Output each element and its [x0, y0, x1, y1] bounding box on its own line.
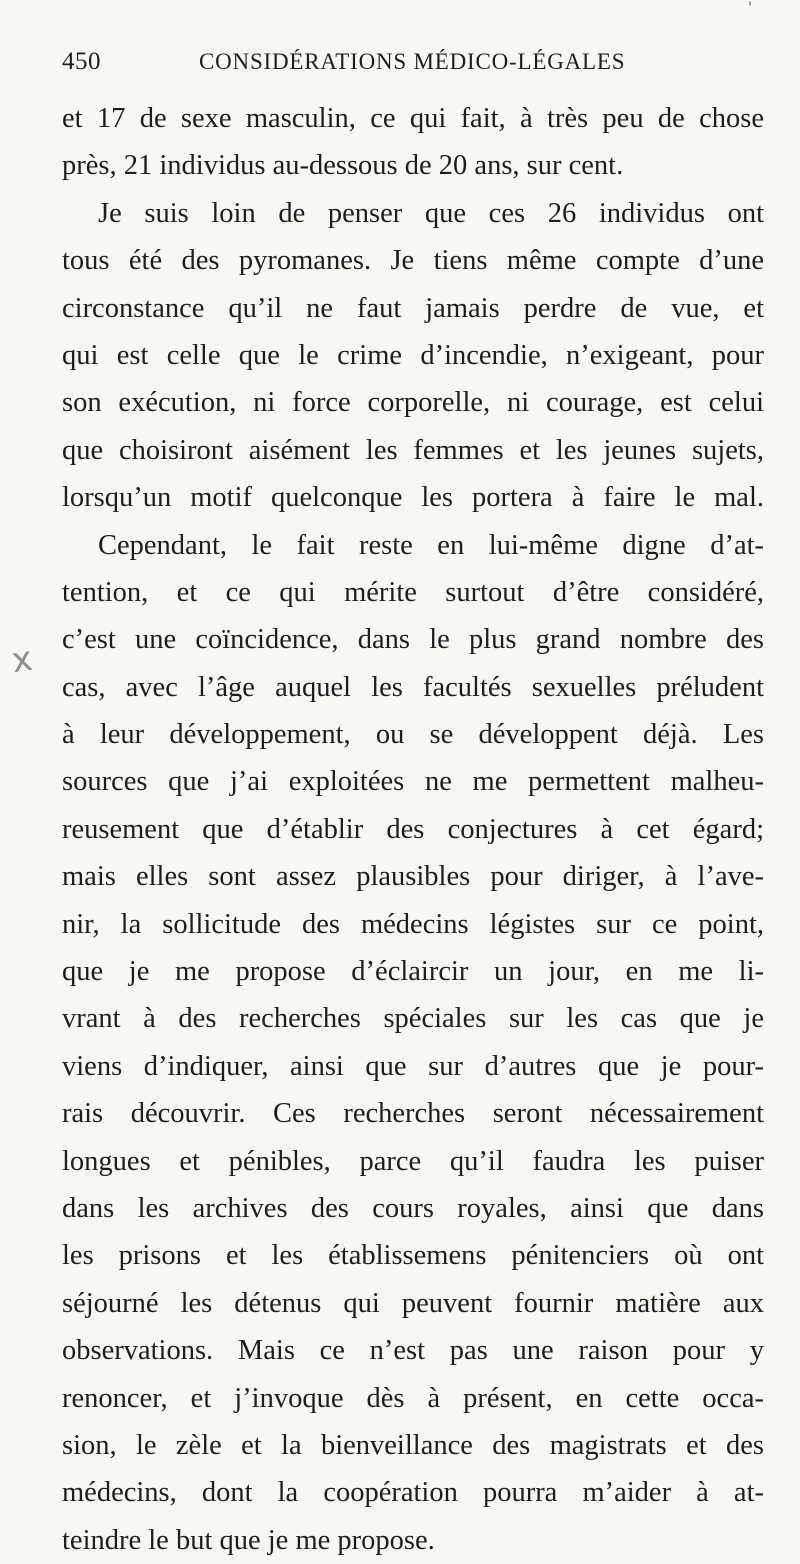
text-line: circonstance qu’il ne faut jamais perdre de vue, et	[62, 292, 764, 324]
text-line: rais découvrir. Ces recherches seront nécessairement	[62, 1098, 764, 1130]
text-line: son exécution, ni force corporelle, ni courage, est celui	[62, 387, 764, 419]
text-line: observations. Mais ce n’est pas une raison pour y	[62, 1335, 764, 1367]
text-line: mais elles sont assez plausibles pour diriger, à l’ave-	[62, 861, 764, 893]
text-line: nir, la sollicitude des médecins légistes sur ce point,	[62, 908, 764, 940]
text-line: vrant à des recherches spéciales sur les cas que je	[62, 1003, 764, 1035]
page-header	[62, 48, 712, 82]
text-line: près, 21 individus au-dessous de 20 ans, sur cent.	[62, 150, 624, 182]
text-line: les prisons et les établissemens pénitenciers où ont	[62, 1240, 764, 1272]
text-line: c’est une coïncidence, dans le plus grand nombre des	[62, 624, 764, 656]
running-title: CONSIDÉRATIONS MÉDICO-LÉGALES	[199, 49, 626, 74]
text-line: médecins, dont la coopération pourra m’aider à at-	[62, 1477, 764, 1509]
text-line: sion, le zèle et la bienveillance des magistrats et des	[62, 1429, 764, 1461]
text-line: teindre le but que je me propose.	[62, 1524, 435, 1556]
text-line: séjourné les détenus qui peuvent fournir matière aux	[62, 1287, 764, 1319]
text-line: à leur développement, ou se développent déjà. Les	[62, 719, 764, 751]
text-line: renoncer, et j’invoque dès à présent, en cette occa-	[62, 1382, 764, 1414]
text-line: Cependant, le fait reste en lui-même digne d’at-	[98, 529, 764, 561]
text-line: tous été des pyromanes. Je tiens même compte d’une	[62, 245, 764, 277]
text-line: tention, et ce qui mérite surtout d’être considéré,	[62, 576, 764, 608]
body-text	[62, 95, 764, 1564]
text-line: Je suis loin de penser que ces 26 individus ont	[98, 197, 764, 229]
text-line: lorsqu’un motif quelconque les portera à faire le mal.	[62, 482, 764, 514]
text-line: dans les archives des cours royales, ainsi que dans	[62, 1192, 764, 1224]
text-line: longues et pénibles, parce qu’il faudra les puiser	[62, 1145, 764, 1177]
page-number: 450	[62, 48, 101, 75]
text-line: sources que j’ai exploitées ne me permettent malheu-	[62, 766, 764, 798]
text-line: qui est celle que le crime d’incendie, n’exigeant, pour	[62, 339, 764, 371]
margin-x-mark: x	[9, 638, 35, 682]
text-line: viens d’indiquer, ainsi que sur d’autres que je pour-	[62, 1050, 764, 1082]
text-line: reusement que d’établir des conjectures à cet égard;	[62, 813, 764, 845]
text-line: que choisiront aisément les femmes et les jeunes sujets,	[62, 434, 764, 466]
text-line: que je me propose d’éclaircir un jour, en me li-	[62, 956, 764, 988]
text-line: cas, avec l’âge auquel les facultés sexuelles préludent	[62, 671, 764, 703]
top-mark: '	[748, 0, 752, 16]
text-line: et 17 de sexe masculin, ce qui fait, à très peu de chose	[62, 103, 764, 134]
